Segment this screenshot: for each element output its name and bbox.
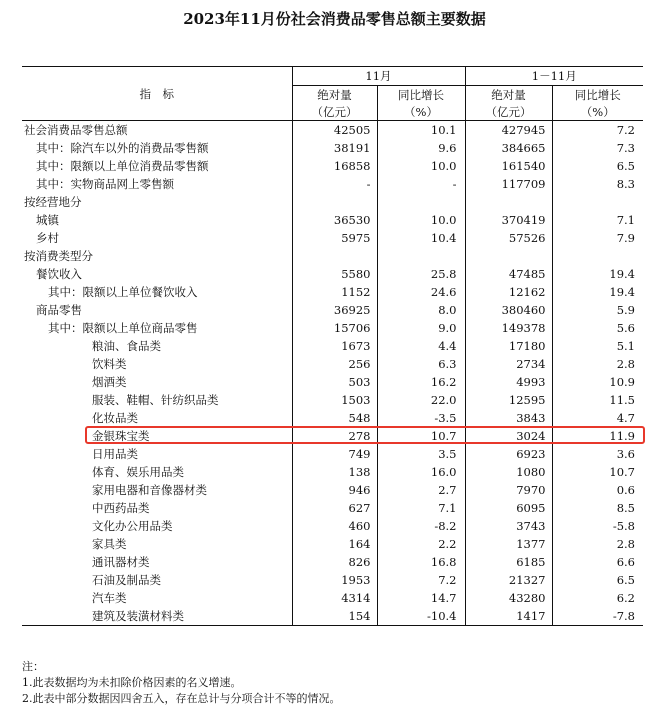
note-item: 2.此表中部分数据因四舍五入，存在总计与分项合计不等的情况。 (22, 692, 341, 705)
table-row (22, 175, 643, 193)
table-row (22, 121, 643, 140)
month-abs-cell: 256 (292, 355, 377, 373)
row-label: 社会消费品零售总额 (24, 123, 128, 137)
month-yoy-cell: -10.4 (377, 607, 465, 626)
ytd-yoy-cell: 2.8 (552, 535, 643, 553)
indicator-header: 指 标 (22, 67, 292, 121)
ytd-yoy-cell: -5.8 (552, 517, 643, 535)
ytd-abs-cell: 57526 (465, 229, 552, 247)
ytd-yoy-cell: 3.6 (552, 445, 643, 463)
row-label: 城镇 (36, 213, 59, 227)
table-row (22, 319, 643, 337)
month-yoy-cell: 6.3 (377, 355, 465, 373)
month-abs-cell: 503 (292, 373, 377, 391)
month-yoy-cell: 24.6 (377, 283, 465, 301)
ytd-abs-unit: （亿元） (465, 103, 552, 121)
month-abs-cell: 1673 (292, 337, 377, 355)
ytd-yoy-cell: 7.9 (552, 229, 643, 247)
month-yoy-cell: 2.7 (377, 481, 465, 499)
ytd-abs-cell: 380460 (465, 301, 552, 319)
table-row (22, 607, 643, 626)
month-yoy-unit: （%） (377, 103, 465, 121)
month-yoy-cell: 22.0 (377, 391, 465, 409)
ytd-abs-cell: 161540 (465, 157, 552, 175)
ytd-abs-header: 绝对量 (465, 86, 552, 104)
table-row (22, 499, 643, 517)
row-label: 烟酒类 (92, 375, 127, 389)
row-label: 家用电器和音像器材类 (92, 483, 207, 497)
month-yoy-cell (377, 247, 465, 265)
row-label: 其中：限额以上单位消费品零售额 (36, 159, 209, 173)
table-row (22, 157, 643, 175)
month-yoy-cell: 16.8 (377, 553, 465, 571)
month-yoy-cell: 10.7 (377, 427, 465, 445)
ytd-abs-cell: 370419 (465, 211, 552, 229)
ytd-yoy-cell: 8.3 (552, 175, 643, 193)
table-row (22, 481, 643, 499)
ytd-abs-cell: 12595 (465, 391, 552, 409)
row-label: 商品零售 (36, 303, 82, 317)
ytd-yoy-cell: 6.5 (552, 157, 643, 175)
ytd-yoy-cell: 6.6 (552, 553, 643, 571)
month-abs-cell: 548 (292, 409, 377, 427)
ytd-abs-cell: 1417 (465, 607, 552, 626)
table-row (22, 409, 643, 427)
month-yoy-cell: 16.0 (377, 463, 465, 481)
row-label: 服装、鞋帽、针纺织品类 (92, 393, 219, 407)
table-row (22, 355, 643, 373)
ytd-abs-cell: 12162 (465, 283, 552, 301)
month-abs-cell: 460 (292, 517, 377, 535)
month-abs-cell: 278 (292, 427, 377, 445)
ytd-yoy-header: 同比增长 (552, 86, 643, 104)
ytd-yoy-cell: 19.4 (552, 265, 643, 283)
row-label: 石油及制品类 (92, 573, 161, 587)
table-row (22, 193, 643, 211)
row-label: 中西药品类 (92, 501, 150, 515)
month-yoy-cell: 7.1 (377, 499, 465, 517)
month-abs-unit: （亿元） (292, 103, 377, 121)
month-yoy-cell: 3.5 (377, 445, 465, 463)
ytd-yoy-cell: 5.1 (552, 337, 643, 355)
highlight-box (85, 426, 645, 444)
month-yoy-cell: -8.2 (377, 517, 465, 535)
month-group-header: 11月 (292, 67, 465, 86)
ytd-yoy-cell: 7.3 (552, 139, 643, 157)
month-abs-cell (292, 193, 377, 211)
row-label: 其中：实物商品网上零售额 (36, 177, 174, 191)
table-row (22, 265, 643, 283)
ytd-abs-cell: 47485 (465, 265, 552, 283)
row-label: 餐饮收入 (36, 267, 82, 281)
table-row (22, 247, 643, 265)
table-row (22, 571, 643, 589)
month-yoy-cell (377, 193, 465, 211)
row-label: 乡村 (36, 231, 59, 245)
month-abs-cell: 627 (292, 499, 377, 517)
table-row (22, 391, 643, 409)
row-label: 体育、娱乐用品类 (92, 465, 184, 479)
note-item: 1.此表数据均为未扣除价格因素的名义增速。 (22, 676, 242, 689)
month-yoy-cell: - (377, 175, 465, 193)
row-label: 金银珠宝类 (92, 429, 150, 443)
month-abs-cell: 36530 (292, 211, 377, 229)
ytd-abs-cell: 3743 (465, 517, 552, 535)
month-yoy-cell: 10.1 (377, 121, 465, 140)
month-yoy-header: 同比增长 (377, 86, 465, 104)
month-abs-cell: 36925 (292, 301, 377, 319)
month-abs-cell: 15706 (292, 319, 377, 337)
row-label: 其中：限额以上单位餐饮收入 (48, 285, 198, 299)
ytd-yoy-cell: 8.5 (552, 499, 643, 517)
month-abs-cell: 1152 (292, 283, 377, 301)
month-yoy-cell: 9.6 (377, 139, 465, 157)
table-row (22, 589, 643, 607)
month-abs-cell: 5975 (292, 229, 377, 247)
ytd-abs-cell: 149378 (465, 319, 552, 337)
month-abs-cell (292, 247, 377, 265)
month-yoy-cell: 10.0 (377, 211, 465, 229)
ytd-yoy-cell: 7.1 (552, 211, 643, 229)
month-abs-cell: 5580 (292, 265, 377, 283)
ytd-abs-cell: 1377 (465, 535, 552, 553)
ytd-abs-cell: 17180 (465, 337, 552, 355)
month-yoy-cell: 9.0 (377, 319, 465, 337)
ytd-yoy-unit: （%） (552, 103, 643, 121)
ytd-abs-cell: 21327 (465, 571, 552, 589)
table-row (22, 553, 643, 571)
row-label: 按消费类型分 (24, 249, 93, 263)
ytd-yoy-cell: 10.9 (552, 373, 643, 391)
table-row (22, 463, 643, 481)
table-row (22, 301, 643, 319)
row-label: 化妆品类 (92, 411, 138, 425)
month-abs-cell: - (292, 175, 377, 193)
ytd-abs-cell: 3843 (465, 409, 552, 427)
ytd-yoy-cell (552, 247, 643, 265)
retail-sales-table (22, 66, 643, 626)
month-abs-cell: 16858 (292, 157, 377, 175)
month-yoy-cell: 2.2 (377, 535, 465, 553)
ytd-yoy-cell: 19.4 (552, 283, 643, 301)
row-label: 汽车类 (92, 591, 127, 605)
table-row (22, 445, 643, 463)
row-label: 文化办公用品类 (92, 519, 173, 533)
table-row (22, 283, 643, 301)
month-yoy-cell: 7.2 (377, 571, 465, 589)
ytd-yoy-cell: -7.8 (552, 607, 643, 626)
ytd-abs-cell: 6095 (465, 499, 552, 517)
ytd-abs-cell: 43280 (465, 589, 552, 607)
ytd-abs-cell: 2734 (465, 355, 552, 373)
ytd-yoy-cell (552, 193, 643, 211)
row-label: 粮油、食品类 (92, 339, 161, 353)
row-label: 其中：限额以上单位商品零售 (48, 321, 198, 335)
month-yoy-cell: 10.4 (377, 229, 465, 247)
ytd-abs-cell: 384665 (465, 139, 552, 157)
table-row (22, 517, 643, 535)
table-row (22, 373, 643, 391)
notes (22, 659, 341, 707)
ytd-group-header: 1－11月 (465, 67, 643, 86)
month-abs-header: 绝对量 (292, 86, 377, 104)
ytd-yoy-cell: 7.2 (552, 121, 643, 140)
ytd-yoy-cell: 10.7 (552, 463, 643, 481)
ytd-abs-cell: 427945 (465, 121, 552, 140)
ytd-yoy-cell: 2.8 (552, 355, 643, 373)
ytd-yoy-cell: 5.6 (552, 319, 643, 337)
ytd-abs-cell: 1080 (465, 463, 552, 481)
row-label: 建筑及装潢材料类 (22, 607, 292, 626)
month-yoy-cell: 16.2 (377, 373, 465, 391)
month-yoy-cell: 25.8 (377, 265, 465, 283)
month-yoy-cell: 8.0 (377, 301, 465, 319)
ytd-abs-cell: 7970 (465, 481, 552, 499)
ytd-yoy-cell: 11.5 (552, 391, 643, 409)
ytd-abs-cell: 6923 (465, 445, 552, 463)
row-label: 按经营地分 (24, 195, 82, 209)
page-title: 2023年11月份社会消费品零售总额主要数据 (183, 10, 486, 28)
month-abs-cell: 826 (292, 553, 377, 571)
month-abs-cell: 42505 (292, 121, 377, 140)
ytd-yoy-cell: 6.2 (552, 589, 643, 607)
table-row (22, 337, 643, 355)
row-label: 饮料类 (92, 357, 127, 371)
month-abs-cell: 1503 (292, 391, 377, 409)
month-abs-cell: 164 (292, 535, 377, 553)
ytd-abs-cell: 3024 (465, 427, 552, 445)
table-row (22, 535, 643, 553)
ytd-abs-cell (465, 193, 552, 211)
month-abs-cell: 749 (292, 445, 377, 463)
month-yoy-cell: 10.0 (377, 157, 465, 175)
table-row (22, 229, 643, 247)
month-abs-cell: 154 (292, 607, 377, 626)
ytd-yoy-cell: 4.7 (552, 409, 643, 427)
ytd-yoy-cell: 0.6 (552, 481, 643, 499)
month-abs-cell: 4314 (292, 589, 377, 607)
month-yoy-cell: -3.5 (377, 409, 465, 427)
ytd-yoy-cell: 11.9 (552, 427, 643, 445)
month-abs-cell: 138 (292, 463, 377, 481)
row-label: 家具类 (92, 537, 127, 551)
ytd-abs-cell (465, 247, 552, 265)
month-yoy-cell: 14.7 (377, 589, 465, 607)
month-yoy-cell: 4.4 (377, 337, 465, 355)
notes-heading: 注： (22, 660, 44, 673)
ytd-abs-cell: 6185 (465, 553, 552, 571)
row-label: 日用品类 (92, 447, 138, 461)
ytd-abs-cell: 4993 (465, 373, 552, 391)
row-label: 通讯器材类 (92, 555, 150, 569)
month-abs-cell: 1953 (292, 571, 377, 589)
ytd-yoy-cell: 5.9 (552, 301, 643, 319)
table-row (22, 211, 643, 229)
row-label: 其中：除汽车以外的消费品零售额 (36, 141, 209, 155)
month-abs-cell: 946 (292, 481, 377, 499)
ytd-yoy-cell: 6.5 (552, 571, 643, 589)
table-row (22, 139, 643, 157)
ytd-abs-cell: 117709 (465, 175, 552, 193)
month-abs-cell: 38191 (292, 139, 377, 157)
